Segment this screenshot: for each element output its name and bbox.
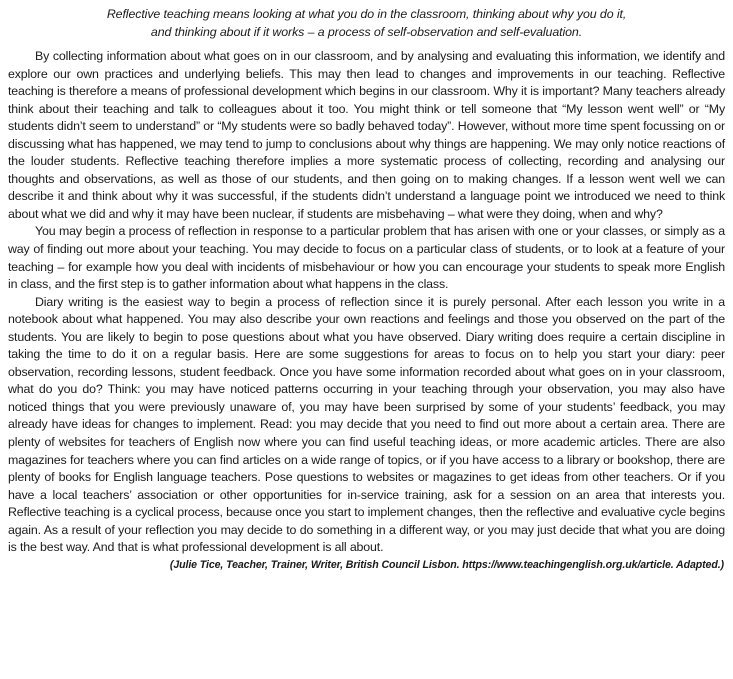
article-body bbox=[8, 48, 725, 557]
paragraph-1: By collecting information about what goes on in our classroom, and by analysing and evaluating this information, we identify and explore our own practices and underlying beliefs. This may then lead to changes and improvements in our teaching. Reflective teaching is therefore a means of professional development which begins in our classroom. Why it is important? Many teachers already think about their teaching and talk to colleagues about it too. You might think or tell someone that “My lesson went well” or “My students didn’t seem to understand” or “My students were so badly behaved today”. However, without more time spent focussing on or discussing what has happened, we may tend to jump to conclusions about why things are happening. We may only notice reactions of the louder students. Reflective teaching therefore implies a more systematic process of collecting, recording and analysing our thoughts and observations, as well as those of our students, and then going on to making changes. If a lesson went well we can describe it and think about why it was successful, if the students didn’t understand a language point we introduced we need to think about what we did and why it may have been nuclear, if students are misbehaving – what were they doing, when and why? bbox=[8, 49, 725, 221]
epigraph-line-2: and thinking about if it works – a process of self-observation and self-evaluation. bbox=[150, 24, 583, 39]
epigraph bbox=[8, 6, 725, 41]
source-citation: (Julie Tice, Teacher, Trainer, Writer, British Council Lisbon. https://www.teachingenglish.org.uk/article. Adapted.) bbox=[169, 558, 724, 571]
paragraph-3: Diary writing is the easiest way to begin a process of reflection since it is purely personal. After each lesson you write in a notebook about what happened. You may also describe your own reactions and feelings and those you observed on the part of the students. You are likely to begin to pose questions about what you have observed. Diary writing does require a certain discipline in taking the time to do it on a regular basis. Here are some suggestions for areas to focus on to help you start your diary: peer observation, recording lessons, student feedback. Once you have some information recorded about what goes on in your classroom, what do you do? Think: you may have noticed patterns occurring in your teaching through your observation, you may also have noticed things that you were previously unaware of, you may have been surprised by some of your students’ feedback, you may already have ideas for changes to implement. Read: you may decide that you need to find out more about a certain area. There are plenty of websites for teachers of English now where you can find useful teaching ideas, or more academic articles. There are also magazines for teachers where you can find articles on a wide range of topics, or if you have access to a library or bookshop, there are plenty of books for English language teachers. Pose questions to websites or magazines to get ideas from other teachers. Or if you have a local teachers’ association or other opportunities for in-service training, ask for a session on an area that interests you. Reflective teaching is a cyclical process, because once you start to implement changes, then the reflective and evaluative cycle begins again. As a result of your reflection you may decide to do something in a different way, or you may just decide that what you are doing is the best way. And that is what professional development is all about. bbox=[8, 294, 725, 555]
paragraph-2: You may begin a process of reflection in response to a particular problem that has arisen with one or your classes, or simply as a way of finding out more about your teaching. You may decide to focus on a particular class of students, or to look at a feature of your teaching – for example how you deal with incidents of misbehaviour or how you can encourage your students to speak more English in class, and the first step is to gather information about what happens in the class. bbox=[8, 224, 725, 292]
epigraph-line-1: Reflective teaching means looking at what you do in the classroom, thinking about why you do it, bbox=[106, 7, 627, 21]
